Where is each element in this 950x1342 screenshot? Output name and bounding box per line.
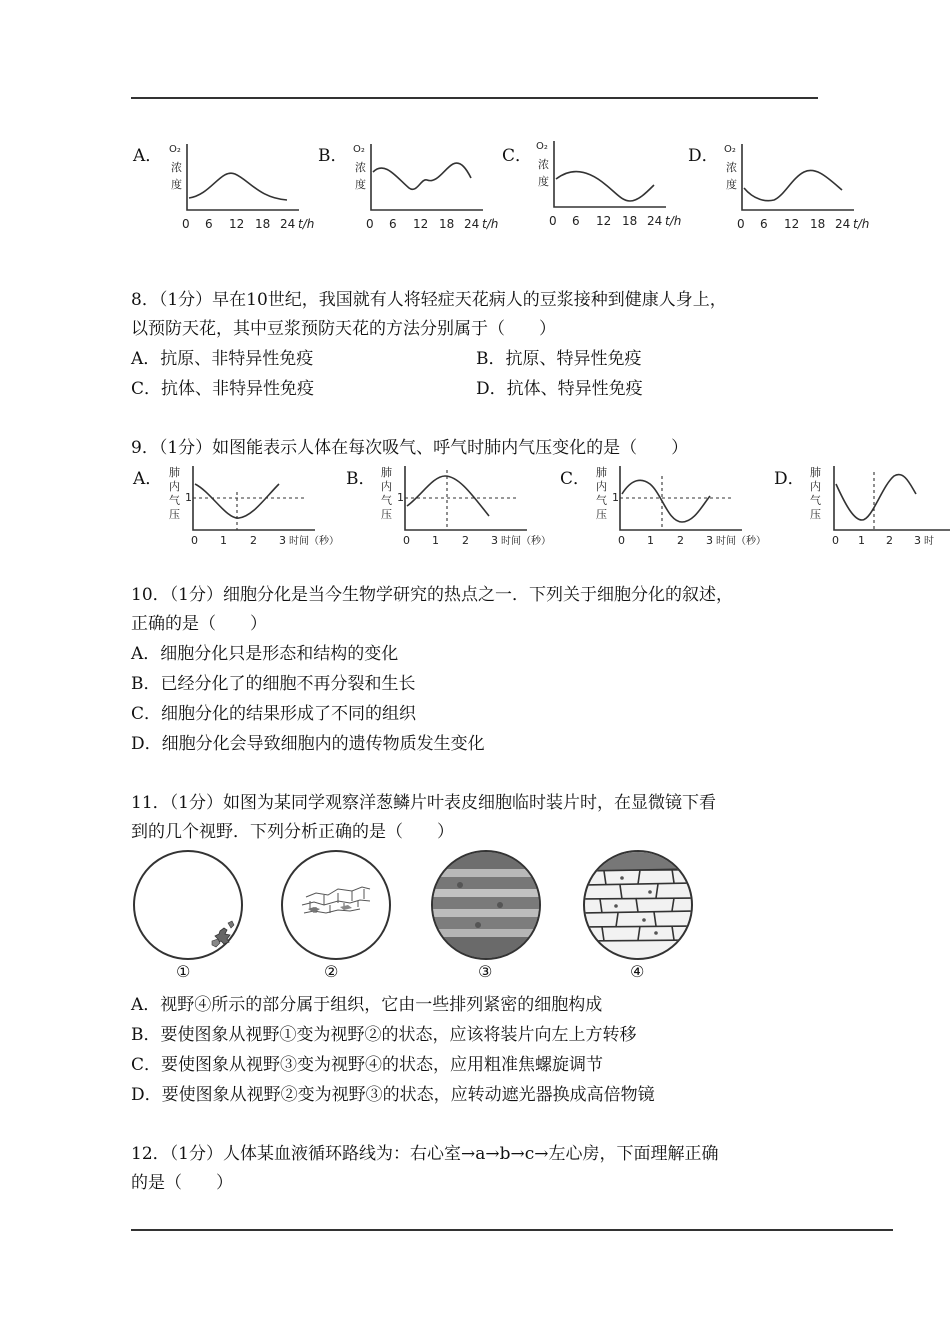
q9b-ylabel-2: 气 xyxy=(381,494,392,507)
microscope-field-3 xyxy=(430,849,542,961)
q7a-xtick-4: 24 xyxy=(280,217,296,231)
header-rule xyxy=(131,97,818,99)
q9-graph-c xyxy=(592,462,777,552)
q9b-ylabel-0: 肺 xyxy=(381,466,392,479)
q9a-xtick-3: 3 xyxy=(279,534,286,547)
q7d-ylabel-1: 浓 xyxy=(726,161,737,174)
q7b-xtick-0: 0 xyxy=(366,217,374,231)
q9-graph-d xyxy=(806,462,950,552)
q9d-xtick-2: 2 xyxy=(886,534,893,547)
q7d-xtick-2: 12 xyxy=(784,217,800,231)
q7c-ylabel-1: 浓 xyxy=(538,158,549,171)
q9a-xtick-2: 2 xyxy=(250,534,257,547)
q8-option-c[interactable]: C．抗体、非特异性免疫 xyxy=(131,379,315,399)
q7-graph-a xyxy=(163,138,323,238)
q9b-ylabel-3: 压 xyxy=(381,508,392,521)
q9c-ylabel-3: 压 xyxy=(596,508,607,521)
q9-option-d-letter[interactable]: D． xyxy=(774,469,805,489)
q7c-ylabel-0: O₂ xyxy=(536,141,548,152)
field-2-caption: ② xyxy=(324,962,339,981)
q7c-xtick-2: 12 xyxy=(596,214,612,228)
q9b-xtick-0: 0 xyxy=(403,534,410,547)
q9a-ylabel-1: 内 xyxy=(169,480,180,493)
q9d-xtick-0: 0 xyxy=(832,534,839,547)
q7b-ylabel-2: 度 xyxy=(355,178,366,191)
q11-stem-line-2: 到的几个视野．下列分析正确的是（ ） xyxy=(131,822,454,842)
q7-graph-b xyxy=(347,138,507,238)
q7a-xtick-1: 6 xyxy=(205,217,213,231)
q9c-ytick: 1 xyxy=(612,491,619,504)
q7d-xunit: t/h xyxy=(853,217,870,231)
q9b-xtick-2: 2 xyxy=(462,534,469,547)
q9d-ylabel-1: 内 xyxy=(810,480,821,493)
q10-option-b[interactable]: B．已经分化了的细胞不再分裂和生长 xyxy=(131,674,416,694)
field-3-caption: ③ xyxy=(478,962,493,981)
q9a-xunit: 时间（秒） xyxy=(289,536,339,547)
microscope-field-2 xyxy=(280,849,392,961)
q9c-xtick-0: 0 xyxy=(618,534,625,547)
q9d-xtick-1: 1 xyxy=(858,534,865,547)
q9c-xtick-1: 1 xyxy=(647,534,654,547)
microscope-field-4 xyxy=(582,849,694,961)
q7d-xtick-3: 18 xyxy=(810,217,826,231)
field-4-caption: ④ xyxy=(630,962,645,981)
q8-stem-line-2: 以预防天花，其中豆浆预防天花的方法分别属于（ ） xyxy=(131,319,556,339)
field-1-caption: ① xyxy=(176,962,191,981)
q9b-xtick-1: 1 xyxy=(432,534,439,547)
q7a-xtick-0: 0 xyxy=(182,217,190,231)
q7-option-b-letter[interactable]: B． xyxy=(318,146,348,166)
q7d-xtick-0: 0 xyxy=(737,217,745,231)
q7c-xtick-3: 18 xyxy=(622,214,638,228)
q9b-ytick: 1 xyxy=(397,491,404,504)
q9c-ylabel-1: 内 xyxy=(596,480,607,493)
q9d-ylabel-2: 气 xyxy=(810,494,821,507)
q10-option-c[interactable]: C．细胞分化的结果形成了不同的组织 xyxy=(131,704,417,724)
q9d-xunit: 时 xyxy=(924,536,934,547)
q10-stem-line-1: 10．（1分）细胞分化是当今生物学研究的热点之一．下列关于细胞分化的叙述， xyxy=(131,585,733,605)
q7a-xunit: t/h xyxy=(298,217,315,231)
q11-option-d[interactable]: D．要使图象从视野②变为视野③的状态，应转动遮光器换成高倍物镜 xyxy=(131,1085,655,1105)
q7a-xtick-2: 12 xyxy=(229,217,245,231)
q9d-ylabel-0: 肺 xyxy=(810,466,821,479)
q7c-xtick-0: 0 xyxy=(549,214,557,228)
q9a-xtick-1: 1 xyxy=(220,534,227,547)
q9c-xtick-2: 2 xyxy=(677,534,684,547)
q7-option-a-letter[interactable]: A． xyxy=(133,146,163,166)
footer-rule xyxy=(131,1229,893,1231)
q7c-xunit: t/h xyxy=(665,214,682,228)
q9-stem: 9．（1分）如图能表示人体在每次吸气、呼气时肺内气压变化的是（ ） xyxy=(131,438,689,458)
q7d-ylabel-0: O₂ xyxy=(724,144,736,155)
q7-graph-c xyxy=(530,135,690,235)
q9c-xtick-3: 3 xyxy=(706,534,713,547)
q7a-xtick-3: 18 xyxy=(255,217,271,231)
q9d-xtick-3: 3 xyxy=(914,534,921,547)
q7a-ylabel-0: O₂ xyxy=(169,144,181,155)
q7a-ylabel-1: 浓 xyxy=(171,161,182,174)
q7-graph-d xyxy=(718,138,878,238)
q9c-ylabel-2: 气 xyxy=(596,494,607,507)
q9c-xunit: 时间（秒） xyxy=(716,536,766,547)
q7b-xtick-2: 12 xyxy=(413,217,429,231)
q7c-ylabel-2: 度 xyxy=(538,175,549,188)
q11-stem-line-1: 11．（1分）如图为某同学观察洋葱鳞片叶表皮细胞临时装片时，在显微镜下看 xyxy=(131,793,716,813)
q12-stem-line-1: 12．（1分）人体某血液循环路线为：右心室→a→b→c→左心房，下面理解正确 xyxy=(131,1144,719,1164)
q9-option-b-letter[interactable]: B． xyxy=(346,469,376,489)
q7-option-c-letter[interactable]: C． xyxy=(502,146,533,166)
q9a-ylabel-0: 肺 xyxy=(169,466,180,479)
q12-stem-line-2: 的是（ ） xyxy=(131,1173,233,1193)
q8-option-b[interactable]: B．抗原、特异性免疫 xyxy=(476,349,642,369)
q9-option-c-letter[interactable]: C． xyxy=(560,469,591,489)
q7b-xunit: t/h xyxy=(482,217,499,231)
q7d-ylabel-2: 度 xyxy=(726,178,737,191)
q9a-ylabel-3: 压 xyxy=(169,508,180,521)
q7b-ylabel-1: 浓 xyxy=(355,161,366,174)
q9c-ylabel-0: 肺 xyxy=(596,466,607,479)
microscope-field-1 xyxy=(132,849,244,961)
q7a-ylabel-2: 度 xyxy=(171,178,182,191)
q8-option-a[interactable]: A．抗原、非特异性免疫 xyxy=(131,349,314,369)
q9-option-a-letter[interactable]: A． xyxy=(133,469,163,489)
q7c-xtick-1: 6 xyxy=(572,214,580,228)
q7c-xtick-4: 24 xyxy=(647,214,663,228)
q7b-xtick-1: 6 xyxy=(389,217,397,231)
q7b-ylabel-0: O₂ xyxy=(353,144,365,155)
q7d-xtick-4: 24 xyxy=(835,217,851,231)
q11-option-c[interactable]: C．要使图象从视野③变为视野④的状态，应用粗准焦螺旋调节 xyxy=(131,1055,604,1075)
q9b-ylabel-1: 内 xyxy=(381,480,392,493)
q9a-ytick: 1 xyxy=(185,491,192,504)
q8-option-d[interactable]: D．抗体、特异性免疫 xyxy=(476,379,643,399)
q7b-xtick-4: 24 xyxy=(464,217,480,231)
q9-graph-a xyxy=(165,462,350,552)
q9-graph-b xyxy=(377,462,562,552)
q9a-xtick-0: 0 xyxy=(191,534,198,547)
q11-option-a[interactable]: A．视野④所示的部分属于组织，它由一些排列紧密的细胞构成 xyxy=(131,995,603,1015)
q9b-xunit: 时间（秒） xyxy=(501,536,551,547)
q8-stem-line-1: 8．（1分）早在10世纪，我国就有人将轻症天花病人的豆浆接种到健康人身上， xyxy=(131,290,727,310)
q7d-xtick-1: 6 xyxy=(760,217,768,231)
q7b-xtick-3: 18 xyxy=(439,217,455,231)
q7-option-d-letter[interactable]: D． xyxy=(688,146,719,166)
q9d-ylabel-3: 压 xyxy=(810,508,821,521)
q10-option-a[interactable]: A．细胞分化只是形态和结构的变化 xyxy=(131,644,399,664)
q9a-ylabel-2: 气 xyxy=(169,494,180,507)
q10-option-d[interactable]: D．细胞分化会导致细胞内的遗传物质发生变化 xyxy=(131,734,485,754)
q9b-xtick-3: 3 xyxy=(491,534,498,547)
q11-option-b[interactable]: B．要使图象从视野①变为视野②的状态，应该将装片向左上方转移 xyxy=(131,1025,637,1045)
q10-stem-line-2: 正确的是（ ） xyxy=(131,614,267,634)
